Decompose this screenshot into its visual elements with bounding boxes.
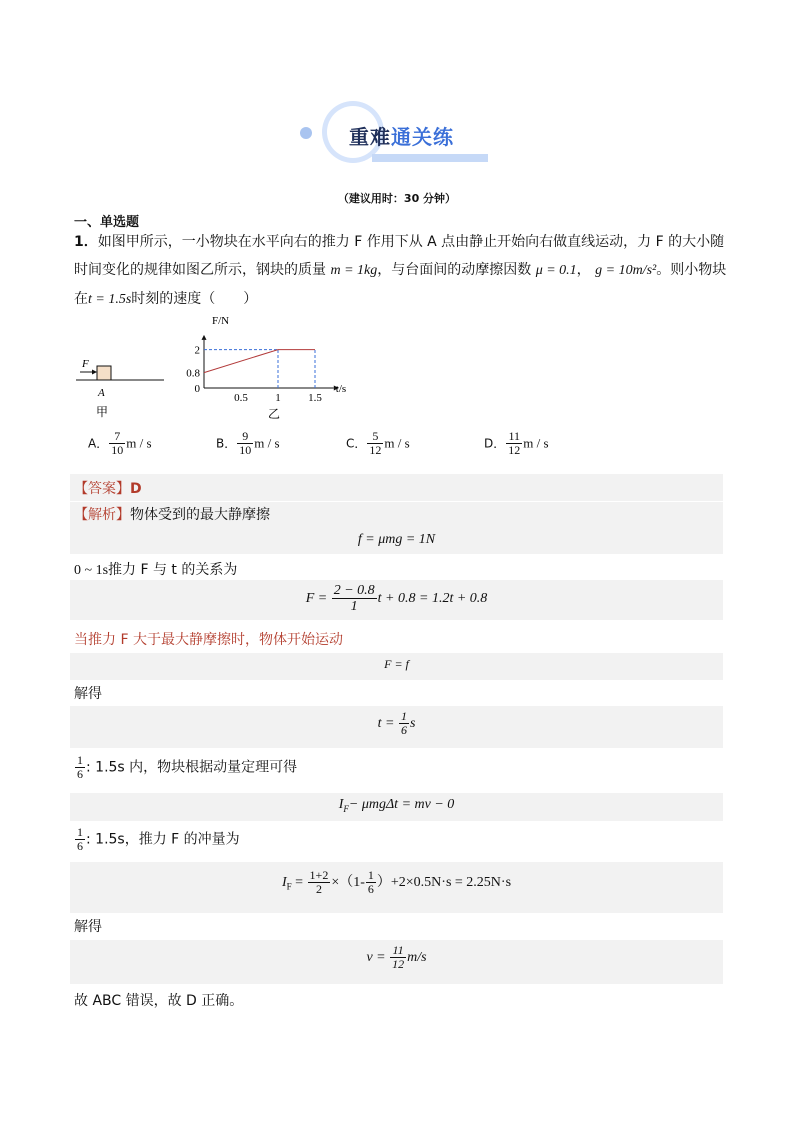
frac-den: 1 — [350, 599, 358, 615]
g-value: g = 10m/s² — [595, 263, 657, 278]
figure-jia — [76, 352, 168, 420]
analysis-tag: 【解析】 — [74, 507, 130, 523]
range-3-line — [74, 826, 240, 853]
eq-text: m/s — [407, 949, 427, 965]
frac-den: 10 — [239, 443, 252, 458]
frac-den: 12 — [508, 443, 521, 458]
eq-4 — [70, 710, 723, 737]
frac-num: 11 — [390, 944, 406, 958]
title-part-2: 通关练 — [391, 125, 454, 149]
conclusion: 故 ABC 错误，故 D 正确。 — [74, 993, 244, 1009]
range-2-line — [74, 754, 297, 781]
y-tick-label: 2 — [194, 344, 200, 357]
option-unit: m / s — [254, 435, 280, 451]
option-label: D． — [484, 436, 506, 451]
y-axis-label: F/N — [212, 315, 230, 327]
x-axis-label: t/s — [335, 383, 347, 395]
y-axis-arrow-icon — [202, 335, 207, 340]
section-title: 一、单选题 — [74, 215, 140, 230]
eq-text: t + 0.8 = 1.2t + 0.8 — [377, 591, 488, 607]
option-label: C． — [346, 436, 367, 451]
eq-text: = — [295, 874, 304, 890]
point-label: A — [98, 387, 105, 399]
x-tick-label: 1.5 — [308, 392, 322, 404]
eq-2 — [70, 583, 723, 615]
eq-text: I — [338, 797, 344, 812]
answer-block — [70, 474, 723, 501]
eq-1: f = μmg = 1N — [357, 532, 436, 547]
option-unit: m / s — [126, 435, 152, 451]
eq-text: t = — [377, 715, 395, 731]
range-1-text: 推力 F 与 t 的关系为 — [108, 562, 238, 578]
range-1: 0 ~ 1s — [74, 563, 109, 578]
t-value: t = 1.5s — [88, 292, 132, 307]
arrow-head-icon — [92, 370, 97, 375]
eq-7 — [70, 944, 723, 971]
option-label: A． — [88, 436, 109, 451]
mass-value: m = 1kg — [330, 263, 378, 278]
eq-6 — [70, 869, 723, 896]
analysis-text-3: 当推力 F 大于最大静摩擦时，物体开始运动 — [74, 632, 343, 648]
options-row — [88, 430, 728, 466]
question-line-2 — [74, 259, 726, 279]
x-tick-label: 0.5 — [234, 392, 248, 404]
eq-text: ）+2×0.5N·s = 2.25N·s — [376, 874, 512, 890]
eq-sub: F — [286, 881, 292, 892]
q-text: ，与台面间的动摩擦因数 — [377, 262, 532, 278]
eq-3: F = f — [384, 657, 409, 671]
frac-den: 6 — [77, 839, 83, 854]
option-unit: m / s — [523, 435, 549, 451]
small-circle-icon — [300, 127, 312, 139]
frac-num: 5 — [367, 430, 383, 444]
option-label: B． — [216, 436, 237, 451]
analysis-intro-line — [74, 504, 270, 524]
answer-tag: 【答案】 — [74, 481, 130, 497]
frac-num: 9 — [237, 430, 253, 444]
frac-den: 6 — [400, 723, 407, 738]
chart-yi — [180, 310, 360, 422]
eq-text: ×（1- — [331, 874, 365, 890]
series-line — [204, 350, 315, 373]
option-fraction — [109, 430, 125, 457]
frac-den: 6 — [77, 767, 83, 782]
mu-value: μ = 0.1 — [535, 263, 577, 278]
x-tick-label: 1 — [275, 392, 281, 404]
frac-den: 12 — [369, 443, 382, 458]
question-line-1 — [74, 231, 724, 251]
eq-text: − μmgΔt = mv − 0 — [348, 797, 455, 812]
page-title — [349, 121, 454, 150]
option-fraction — [367, 430, 383, 457]
eq-5 — [70, 797, 723, 814]
eq-text: v = — [366, 949, 386, 965]
caption-jia: 甲 — [96, 405, 109, 419]
banner-bar — [372, 154, 488, 162]
option-fraction — [506, 430, 522, 457]
question-number: 1． — [74, 234, 98, 250]
frac-den: 12 — [392, 957, 405, 972]
eq-text: I — [281, 874, 287, 890]
frac-den: 6 — [367, 882, 374, 897]
frac-num: 1+2 — [309, 868, 329, 882]
analysis-intro: 物体受到的最大静摩擦 — [130, 507, 270, 523]
option-2[interactable] — [346, 430, 410, 457]
q-text: ， — [576, 262, 591, 278]
frac-num: 1 — [400, 709, 407, 723]
range-3-text: : 1.5s，推力 F 的冲量为 — [86, 831, 240, 848]
eq-sub: F — [343, 803, 349, 814]
answer-value: D — [130, 481, 142, 497]
q-text: 在 — [74, 291, 88, 307]
frac-num: 1 — [77, 753, 83, 767]
frac-num: 1 — [367, 868, 374, 882]
range-1-line — [74, 559, 237, 579]
frac-num: 7 — [109, 430, 125, 444]
frac-num: 1 — [77, 825, 83, 839]
option-3[interactable] — [484, 430, 549, 457]
solve-2: 解得 — [74, 919, 102, 935]
q-text: 时刻的速度（ ） — [131, 291, 258, 307]
question-line-3 — [74, 288, 257, 308]
time-hint: （建议用时：30 分钟） — [337, 192, 457, 205]
title-part-1: 重难 — [349, 125, 391, 149]
block — [97, 366, 111, 380]
solve-1: 解得 — [74, 686, 102, 702]
option-unit: m / s — [384, 435, 410, 451]
frac-den: 10 — [111, 443, 124, 458]
option-1[interactable] — [216, 430, 280, 457]
question-text-1: 如图甲所示，一小物块在水平向右的推力 F 作用下从 A 点由静止开始向右做直线运动，力 F 的大小随 — [97, 234, 725, 250]
y-tick-label: 0.8 — [186, 367, 200, 380]
caption-yi: 乙 — [268, 407, 281, 421]
option-0[interactable] — [88, 430, 152, 457]
q-text: 。则小物块 — [656, 262, 727, 278]
force-label: F — [82, 358, 89, 370]
frac-num: 2 − 0.8 — [333, 583, 375, 598]
eq-text: F = — [305, 591, 328, 607]
frac-den: 2 — [315, 882, 322, 897]
frac-num: 11 — [506, 430, 522, 444]
answer-line — [74, 478, 142, 498]
eq-text: s — [409, 715, 416, 731]
q-text: 时间变化的规律如图乙所示，钢块的质量 — [74, 262, 326, 278]
y-tick-label: 0 — [194, 383, 200, 395]
option-fraction — [237, 430, 253, 457]
range-2-text: : 1.5s 内，物块根据动量定理可得 — [86, 759, 298, 776]
